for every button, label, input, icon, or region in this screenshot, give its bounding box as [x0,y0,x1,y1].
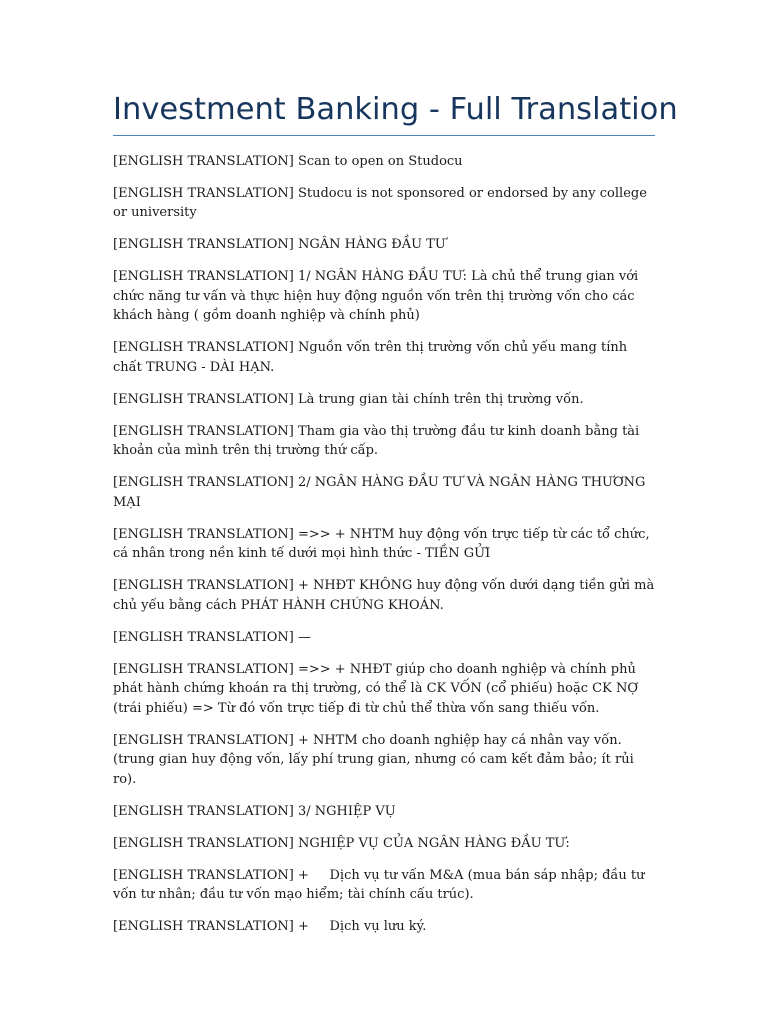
paragraph-14: [ENGLISH TRANSLATION] 3/ NGHIỆP VỤ [113,803,396,819]
paragraph-1: [ENGLISH TRANSLATION] Scan to open on Studocu [113,153,463,169]
document-title: Investment Banking - Full Translation [113,92,678,127]
paragraph-11: [ENGLISH TRANSLATION] — [113,629,311,645]
paragraph-7: [ENGLISH TRANSLATION] Tham gia vào thị trường đầu tư kinh doanh bằng tài khoản của mình trên thị trường thứ cấp. [113,423,640,459]
paragraph-2: [ENGLISH TRANSLATION] Studocu is not sponsored or endorsed by any college or university [113,185,647,221]
paragraph-8: [ENGLISH TRANSLATION] 2/ NGÂN HÀNG ĐẦU TƯ VÀ NGÂN HÀNG THƯƠNG MẠI [113,475,646,510]
document-page [113,92,678,949]
paragraph-9: [ENGLISH TRANSLATION] =>> + NHTM huy động vốn trực tiếp từ các tổ chức, cá nhân trong nền kinh tế dưới mọi hình thức - TIỀN GỬI [113,526,650,562]
paragraph-13: [ENGLISH TRANSLATION] + NHTM cho doanh nghiệp hay cá nhân vay vốn. (trung gian huy động vốn, lấy phí trung gian, nhưng có cam kết đảm bảo; ít rủi ro). [113,732,634,787]
paragraph-10: [ENGLISH TRANSLATION] + NHĐT KHÔNG huy động vốn dưới dạng tiền gửi mà chủ yếu bằng cách PHÁT HÀNH CHỨNG KHOÁN. [113,578,655,613]
paragraph-6: [ENGLISH TRANSLATION] Là trung gian tài chính trên thị trường vốn. [113,391,584,407]
title-underline-rule [113,135,655,136]
paragraph-12: [ENGLISH TRANSLATION] =>> + NHĐT giúp cho doanh nghiệp và chính phủ phát hành chứng khoán ra thị trường, có thể là CK VỐN (cổ phiếu) hoặc CK NỢ (trái phiếu) => Từ đó vốn trực tiếp đi từ chủ thể thừa vốn sang thiếu vốn. [113,661,638,716]
paragraph-17: [ENGLISH TRANSLATION] + Dịch vụ lưu ký. [113,919,427,935]
paragraph-4: [ENGLISH TRANSLATION] 1/ NGÂN HÀNG ĐẦU TƯ: Là chủ thể trung gian với chức năng tư vấn và thực hiện huy động nguồn vốn trên thị trường vốn cho các khách hàng ( gồm doanh nghiệp và chính phủ) [113,269,639,324]
paragraph-16: [ENGLISH TRANSLATION] + Dịch vụ tư vấn M&A (mua bán sáp nhập; đầu tư vốn tư nhân; đầu tư vốn mạo hiểm; tài chính cấu trúc). [113,867,649,903]
paragraph-15: [ENGLISH TRANSLATION] NGHIỆP VỤ CỦA NGÂN HÀNG ĐẦU TƯ: [113,835,570,851]
paragraph-5: [ENGLISH TRANSLATION] Nguồn vốn trên thị trường vốn chủ yếu mang tính chất TRUNG - DÀI HẠN. [113,340,628,375]
paragraph-3: [ENGLISH TRANSLATION] NGÂN HÀNG ĐẦU TƯ [113,237,446,253]
